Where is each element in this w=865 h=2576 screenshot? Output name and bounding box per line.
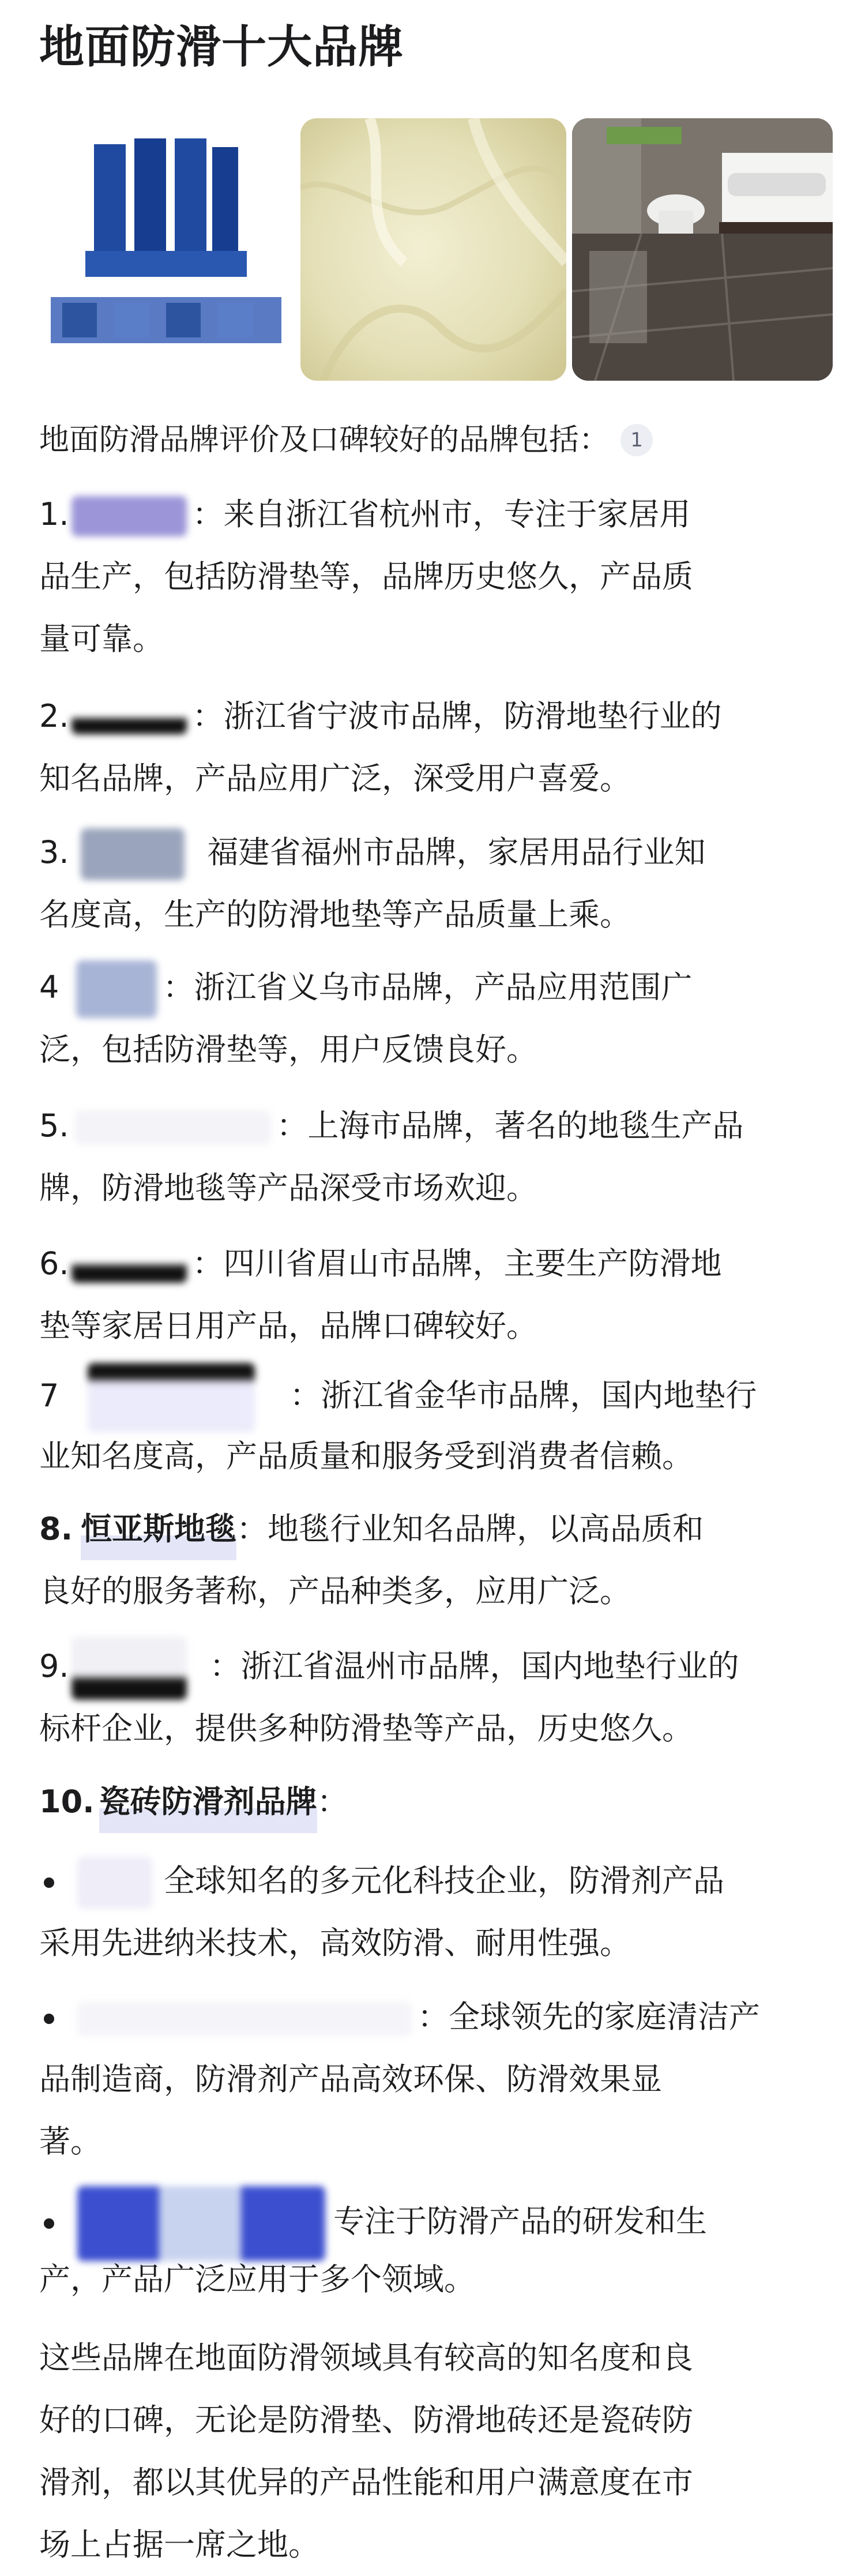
redacted-brand — [81, 828, 185, 880]
list-item — [39, 821, 835, 946]
bullet-item — [39, 1850, 835, 1974]
item-number: 8. — [39, 1511, 73, 1547]
intro-sentence: 地面防滑品牌评价及口碑较好的品牌包括： — [39, 423, 610, 457]
redacted-brand — [72, 702, 187, 734]
citation-badge[interactable]: 1 — [620, 424, 653, 456]
redacted-brand — [88, 1363, 255, 1432]
marble-tile-image[interactable] — [300, 118, 566, 381]
conclusion-text: 这些品牌在地面防滑领域具有较高的知名度和良 — [39, 2340, 693, 2376]
intro-text — [39, 414, 653, 466]
item-text: ：来自浙江省杭州市，专注于家居用 — [192, 496, 691, 532]
conclusion-text: 滑剂，都以其优异的产品性能和用户满意度在市 — [39, 2464, 693, 2500]
item-text: ：地毯行业知名品牌，以高品质和 — [236, 1511, 704, 1547]
brand-name[interactable]: 瓷砖防滑剂品牌 — [99, 1771, 317, 1833]
bullet-dot — [44, 2218, 54, 2229]
item-text: 名度高，生产的防滑地垫等产品质量上乘。 — [39, 896, 631, 933]
brand-logo-image[interactable] — [39, 118, 295, 381]
redacted-brand — [75, 1110, 271, 1145]
redacted-brand — [76, 960, 157, 1018]
item-text: 全球知名的多元化科技企业，防滑剂产品 — [164, 1862, 724, 1899]
item-text: 良好的服务著称，产品种类多，应用广泛。 — [39, 1573, 631, 1609]
item-text: 牌，防滑地毯等产品深受市场欢迎。 — [39, 1170, 537, 1206]
item-text: 泛，包括防滑垫等，用户反馈良好。 — [39, 1031, 537, 1068]
list-item — [39, 1635, 835, 1760]
item-text: ：浙江省温州市品牌，国内地垫行业的 — [209, 1648, 739, 1684]
bullet-dot — [44, 1877, 54, 1888]
item-text: 品制造商，防滑剂产品高效环保、防滑效果显 — [39, 2061, 662, 2097]
list-item — [39, 1771, 835, 1833]
item-text: ：四川省眉山市品牌，主要生产防滑地 — [192, 1245, 722, 1282]
list-item — [39, 1095, 835, 1219]
bathroom-floor-image[interactable] — [572, 118, 833, 381]
item-text: ：浙江省宁波市品牌，防滑地垫行业的 — [192, 698, 722, 734]
list-item — [39, 1363, 835, 1488]
item-number: 3. — [39, 834, 69, 870]
item-text: 福建省福州市品牌，家居用品行业知 — [207, 834, 706, 870]
conclusion-paragraph — [39, 2327, 835, 2576]
bullet-item — [39, 2186, 835, 2311]
conclusion-text: 场上占据一席之地。 — [39, 2526, 319, 2563]
redacted-brand — [72, 1636, 187, 1700]
item-text: ：上海市品牌，著名的地毯生产品 — [276, 1107, 744, 1144]
conclusion-text: 好的口碑，无论是防滑垫、防滑地砖还是瓷砖防 — [39, 2402, 693, 2438]
item-text: 著。 — [39, 2123, 101, 2160]
item-colon: ： — [317, 1783, 348, 1820]
list-item — [39, 956, 835, 1081]
item-number: 1. — [39, 496, 69, 532]
item-number: 9. — [39, 1648, 69, 1684]
brand-name[interactable]: 恒亚斯地毯 — [81, 1498, 236, 1560]
item-text: ：浙江省义乌市品牌，产品应用范围广 — [163, 969, 693, 1005]
item-text: 知名品牌，产品应用广泛，深受用户喜爱。 — [39, 760, 631, 797]
item-text: 量可靠。 — [39, 621, 164, 657]
list-item — [39, 483, 835, 670]
item-text: 标杆企业，提供多种防滑垫等产品，历史悠久。 — [39, 1710, 693, 1747]
item-text: 垫等家居日用产品，品牌口碑较好。 — [39, 1308, 537, 1344]
item-text: 采用先进纳米技术，高效防滑、耐用性强。 — [39, 1925, 631, 1961]
item-number: 4 — [39, 969, 59, 1005]
redacted-brand — [77, 1857, 152, 1909]
redacted-brand — [72, 1248, 187, 1283]
item-text: 产，产品广泛应用于多个领域。 — [39, 2261, 475, 2297]
page-title: 地面防滑十大品牌 — [39, 21, 404, 73]
list-item — [39, 1498, 835, 1623]
redacted-brand — [77, 2002, 412, 2036]
item-text: 业知名度高，产品质量和服务受到消费者信赖。 — [39, 1438, 693, 1474]
redacted-brand — [72, 496, 187, 536]
item-number: 7 — [39, 1377, 59, 1414]
item-text: 专注于防滑产品的研发和生 — [333, 2203, 707, 2240]
bullet-item — [39, 1986, 835, 2173]
item-text: 品生产，包括防滑垫等，品牌历史悠久，产品质 — [39, 558, 693, 595]
item-number: 10. — [39, 1783, 95, 1820]
image-strip — [39, 118, 833, 381]
item-number: 5. — [39, 1107, 69, 1144]
item-number: 2. — [39, 698, 69, 734]
list-item — [39, 685, 835, 810]
item-text: ：浙江省金华市品牌，国内地垫行 — [289, 1377, 757, 1414]
item-text: ：全球领先的家庭清洁产 — [418, 1999, 760, 2035]
list-item — [39, 1233, 835, 1357]
item-number: 6. — [39, 1245, 69, 1282]
bullet-dot — [44, 2014, 54, 2024]
